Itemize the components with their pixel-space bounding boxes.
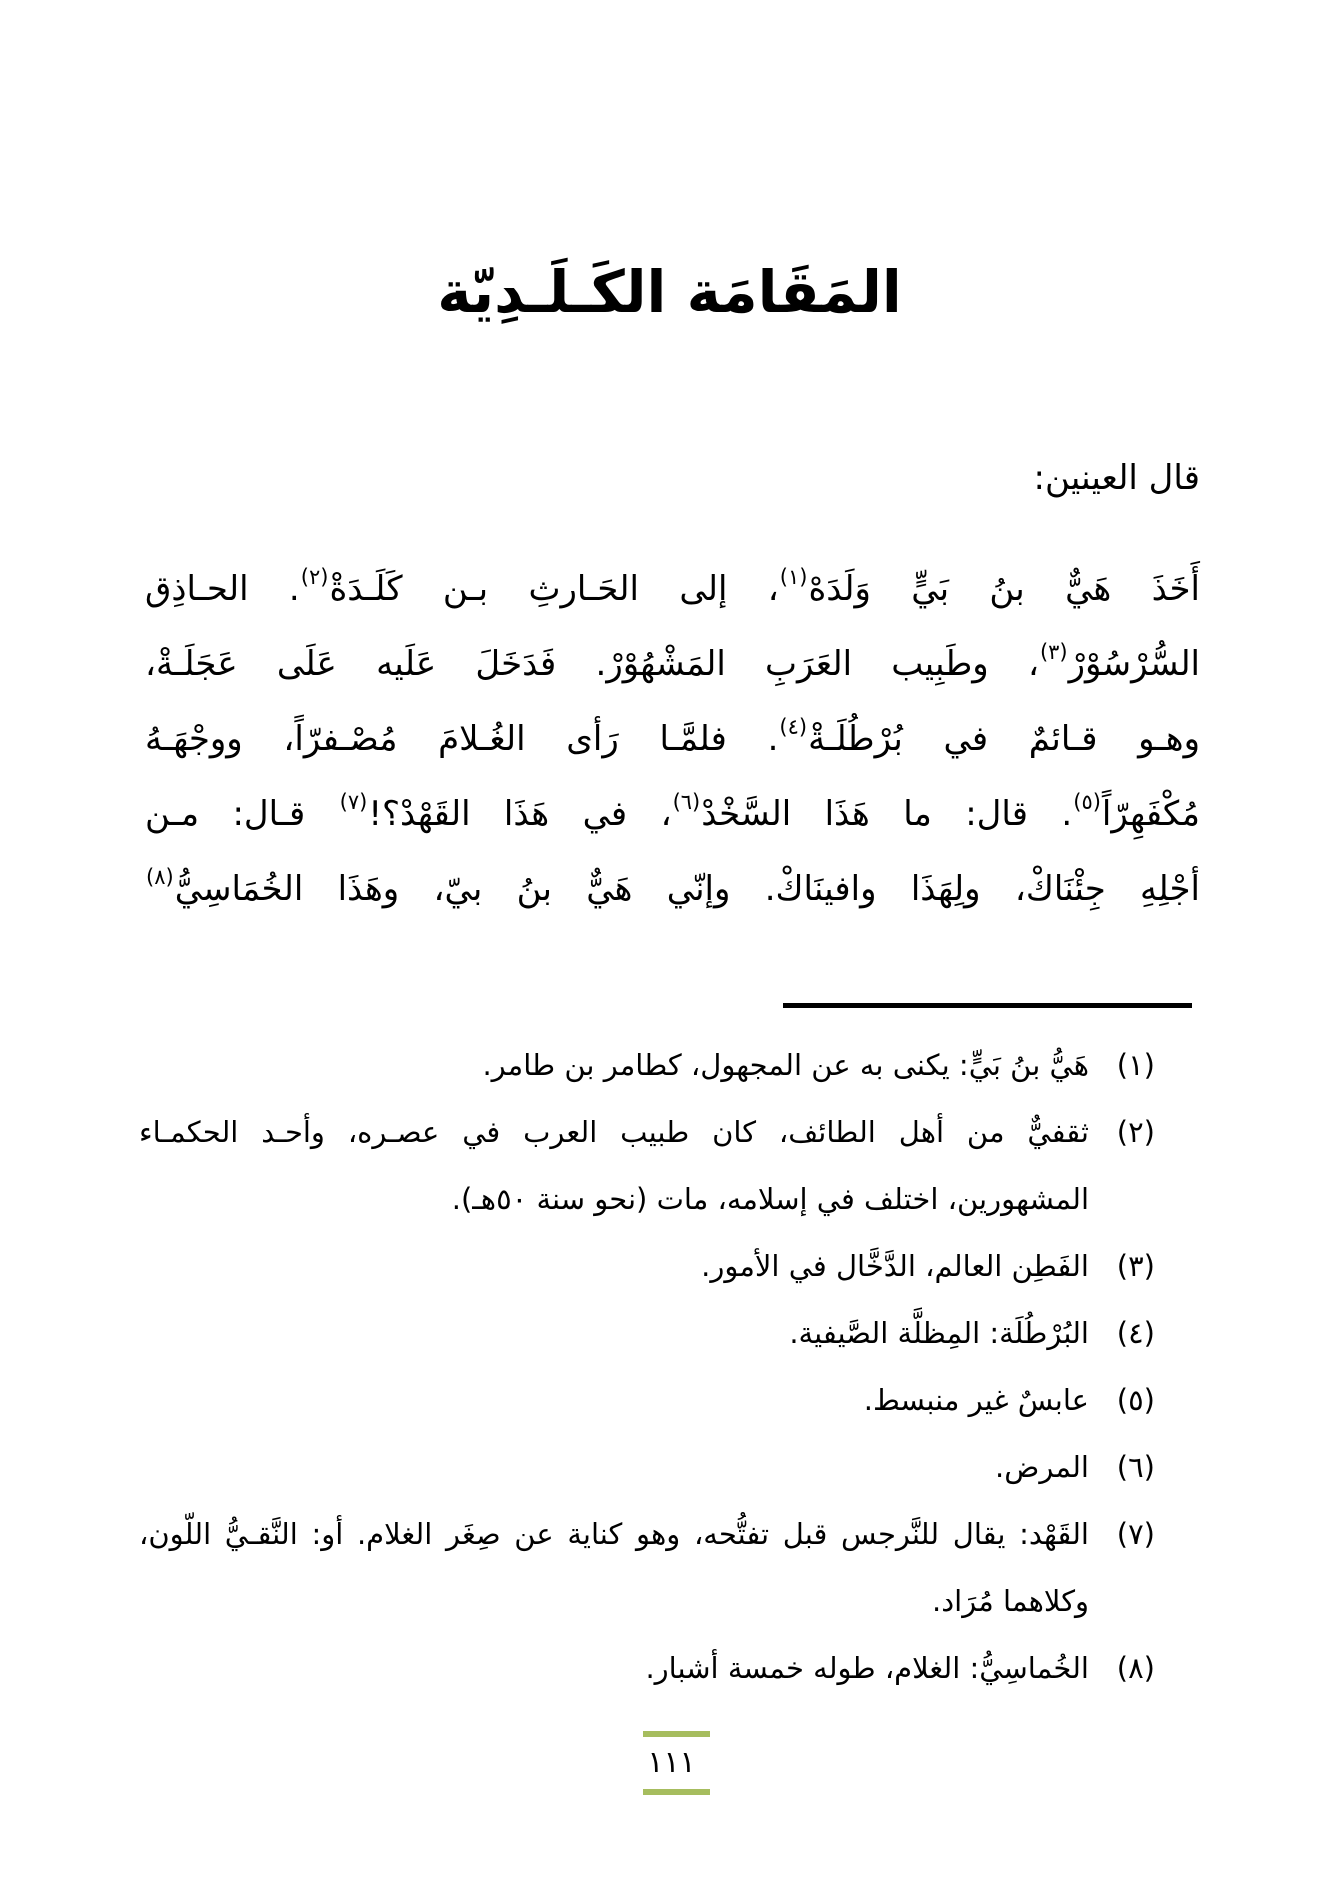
footnote-number: (٣) bbox=[1116, 1249, 1155, 1283]
footnote-text: الفَطِن العالم، الدَّخَّال في الأمور. bbox=[701, 1249, 1089, 1283]
footnote-text: الخُماسِيُّ: الغلام، طوله خمسة أشبار. bbox=[645, 1651, 1089, 1685]
body-line: السُّرْسُوْرْ$^{(٣)}$، وطَبِيب العَرَبِ المَشْهُوْرْ. فَدَخَلَ عَلَيه عَلَى عَجَلَـةْ، bbox=[145, 639, 1200, 684]
body-line: أَخَذَ هَيٌّ بنُ بَيٍّ وَلَدَهْ$^{(١)}$، إلى الحَـارثِ بـن كَلَـدَةْ$^{(٢)}$. الحـاذِق bbox=[145, 564, 1200, 609]
footnote-number: (٢) bbox=[1116, 1115, 1155, 1149]
footnote-marker: (٧) bbox=[339, 789, 368, 814]
pagination bbox=[620, 1731, 732, 1795]
footnote-marker: (٢) bbox=[300, 564, 329, 589]
footnote-marker: (٥) bbox=[1073, 789, 1101, 814]
footnote-marker: (٤) bbox=[779, 714, 808, 739]
footnote-item bbox=[139, 1233, 1155, 1300]
body-line: أجْلِهِ جِئْنَاكْ، ولِهَذَا وافينَاكْ. وإنّي هَيٌّ بنُ بيّ، وهَذَا الخُمَاسِيُّ$^{(٨)}$ bbox=[146, 864, 1200, 909]
footnote-item bbox=[139, 1032, 1155, 1099]
footnote-text: المرض. bbox=[995, 1450, 1089, 1484]
footnote-separator-rule bbox=[783, 1003, 1192, 1008]
page-title: المَقَامَة الكَـلَـدِيّة bbox=[437, 258, 902, 326]
footnote-number: (٨) bbox=[1116, 1651, 1155, 1685]
footnote-item bbox=[139, 1367, 1155, 1434]
page-number-rule-bottom bbox=[643, 1789, 710, 1795]
footnote-number: (٥) bbox=[1116, 1383, 1155, 1417]
footnote-item bbox=[139, 1501, 1155, 1635]
footnote-marker: (٣) bbox=[1039, 639, 1068, 664]
footnote-text: القَهْد: يقال للنَّرجس قبل تفتُّحه، وهو كناية عن صِغَر الغلام. أو: النَّقـيُّ اللّون، وكلاهما مُرَاد. bbox=[139, 1517, 1089, 1618]
footnote-text: عابسٌ غير منبسط. bbox=[863, 1383, 1089, 1417]
footnote-marker: (٦) bbox=[672, 789, 701, 814]
footnote-text: هَيُّ بنُ بَيٍّ: يكنى به عن المجهول، كطامر بن طامر. bbox=[482, 1048, 1089, 1082]
footnote-item bbox=[139, 1099, 1155, 1233]
footnote-number: (٤) bbox=[1116, 1316, 1155, 1350]
page-number: ١١١ bbox=[647, 1745, 696, 1780]
narrator-line: قال العينين: bbox=[1033, 458, 1200, 498]
footnotes-list bbox=[139, 1032, 1155, 1702]
footnote-item bbox=[139, 1635, 1155, 1702]
footnote-text: ثقفيٌّ من أهل الطائف، كان طبيب العرب في عصـره، وأحـد الحكمـاء المشهورين، اختلف في إسلامه، مات (نحو سنة ٥٠هـ). bbox=[139, 1115, 1089, 1216]
footnote-marker: (٨) bbox=[146, 864, 174, 889]
footnote-item bbox=[139, 1300, 1155, 1367]
footnote-text: البُرْطُلَة: المِظلَّة الصَّيفية. bbox=[789, 1316, 1089, 1350]
body-line: مُكْفَهِرّاً$^{(٥)}$. قال: ما هَذَا السَّخْدْ$^{(٦)}$، في هَذَا القَهْدْ؟!$^{(٧)}$ قـال: مـن bbox=[145, 789, 1200, 834]
body-paragraph bbox=[145, 552, 1200, 927]
footnote-number: (٧) bbox=[1116, 1517, 1155, 1551]
footnote-number: (١) bbox=[1116, 1048, 1155, 1082]
footnote-marker: (١) bbox=[779, 564, 808, 589]
footnote-number: (٦) bbox=[1116, 1450, 1155, 1484]
footnote-item bbox=[139, 1434, 1155, 1501]
body-line: وهـو قـائمٌ في بُرْطُلَـةْ$^{(٤)}$. فلمَّـا رَأى الغُـلامَ مُصْـفرّاً، ووجْهَـهُ bbox=[145, 714, 1200, 759]
